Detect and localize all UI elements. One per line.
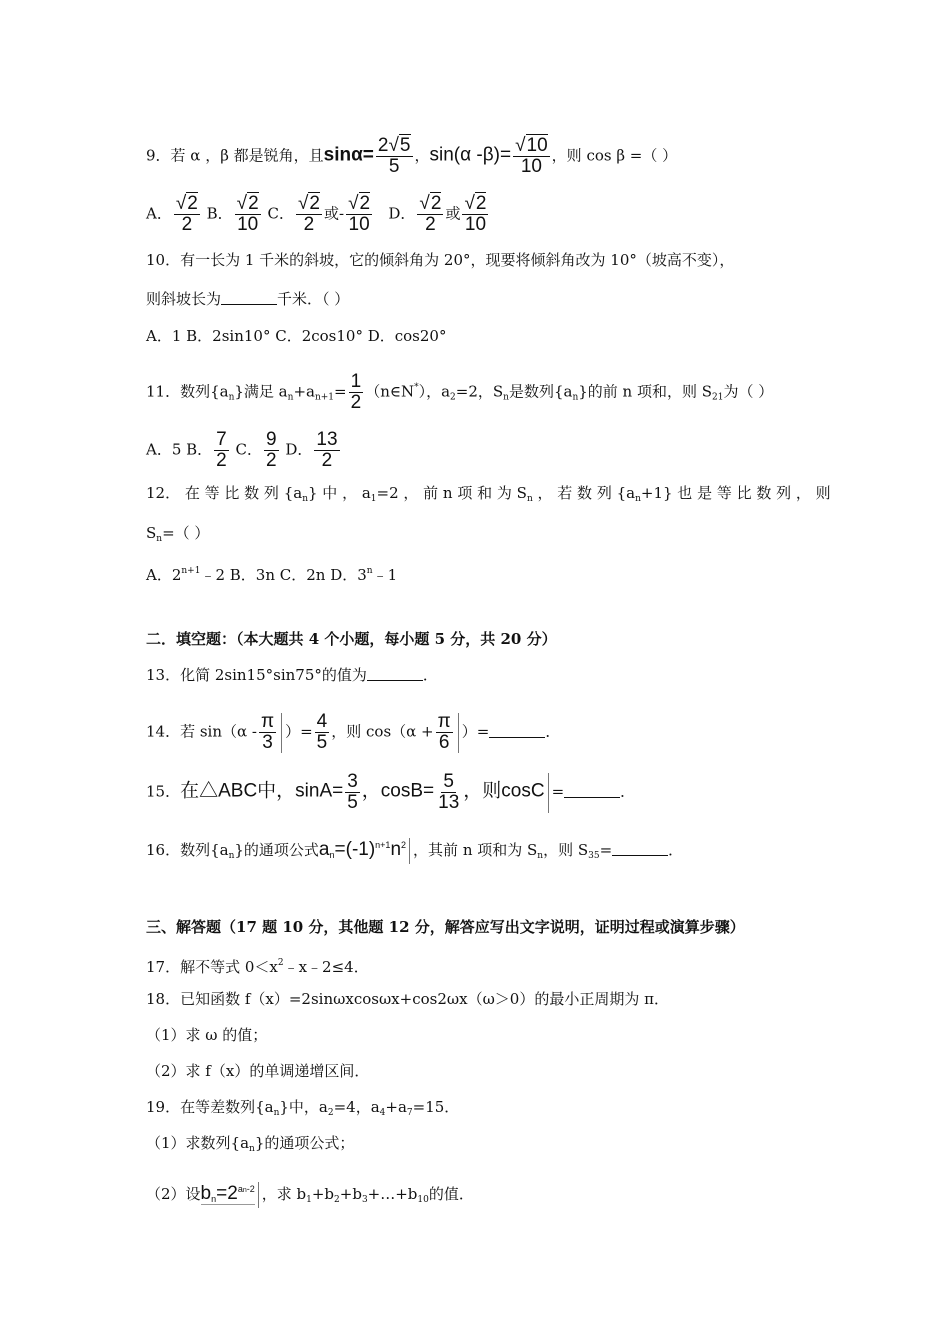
answer-blank [221,290,277,305]
question-16: 16．数列$\{a_n\}$的通项公式$a_n=(-1)^{n+1}n^2$ ，其前 n 项和为 $S_n$，则 $S_{35}=$ ． [146,834,683,867]
question-19: 19．在等差数列$\{a_n\}$中，$a_2=4$，$a_4+a_7=15$． [146,1098,460,1118]
question-15: 15．在△ABC中，sinA= $\frac{3}{5}$ ，cosB= $\frac{5}{13}$ ，则cosC = ． [146,771,636,813]
section-fill-in-heading: 二．填空题：（本大题共 4 个小题，每小题 5 分，共 20 分） [146,630,557,648]
question-11: 11．数列$\{a_n\}$满足 $a_n+a_{n+1}=$ $\frac{1}{2}$ （n∈N*），$a_2=2$，$S_n$是数列$\{a_n\}$的前 n 项和，则 $S_{21}$为（ ） [146,371,774,413]
question-10-line1: 10．有一长为 1 千米的斜坡，它的倾斜角为 20°，现要将倾斜角改为 10°（坡高不变）， [146,251,735,269]
question-18-part1: （1）求 ω 的值； [146,1026,268,1044]
question-10-line2: 则斜坡长为 千米．（ ） [146,290,350,308]
question-18-part2: （2）求 f（x）的单调递增区间． [146,1062,370,1080]
question-19-part1: （1）求数列$\{a_n\}$的通项公式； [146,1134,355,1154]
sin-alpha: sinα= [323,144,374,166]
question-13: 13．化简 2sin15°sin75°的值为 ． [146,666,438,684]
question-14: 14．若 sin（α - $\frac{\pi}{3}$ ）= $\frac{4}{5}$ ，则 cos（α + $\frac{\pi}{6}$ ）= ． [146,711,561,753]
question-10-options: A．1 B．2sin10° C．2cos10° D．cos20° [146,327,447,345]
question-19-part2: （2）设$b_n=2^{an-2}$ ，求 $b_1+b_2+b_3+\dots+b_{10}$的值． [146,1178,474,1211]
fraction-2root5-over-5: $\frac{2√5}{5}$ [377,135,411,177]
section-solution-heading: 三、解答题（17 题 10 分，其他题 12 分，解答应写出文字说明，证明过程或演算步骤） [146,918,745,936]
question-12-options: A．$2^{n+1}﹣2$ B．3n C．2n D．3$^n$﹣1 [146,566,398,584]
question-12-line1: 12． 在 等 比 数 列 $\{a_n\}$ 中 ， $a_1=2$ ， 前 n 项 和 为 $S_n$ ， 若 数 列 $\{a_n+1\}$ 也 是 等 比 数 列 ， 则 [146,484,831,504]
fraction-root10-over-10: $\frac{√10}{10}$ [515,135,548,177]
question-18: 18．已知函数 f（x）=2sinωxcosωx+cos2ωx（ω＞0）的最小正周期为 π． [146,990,669,1008]
question-17: 17．解不等式 $0<x^2﹣x﹣2\le 4$． [146,958,369,976]
question-9: 9．若 α ，β 都是锐角，且sinα= $\frac{2√5}{5}$ ，sin(α -β)= $\frac{√10}{10}$ ，则 cos β =（ ） [146,135,678,177]
question-11-options: A．5 B． $\frac{7}{2}$ C． $\frac{9}{2}$ D． $\frac{13}{2}$ [146,429,338,471]
question-12-line2: $S_n=$（ ） [146,524,210,544]
question-9-options: A． $\frac{√2}{2}$ B． $\frac{√2}{10}$ C． $\frac{√2}{2}$ 或- $\frac{√2}{10}$ D． $\frac{√2}{2}$ 或 $\frac{√2}{10}$ [146,193,487,235]
